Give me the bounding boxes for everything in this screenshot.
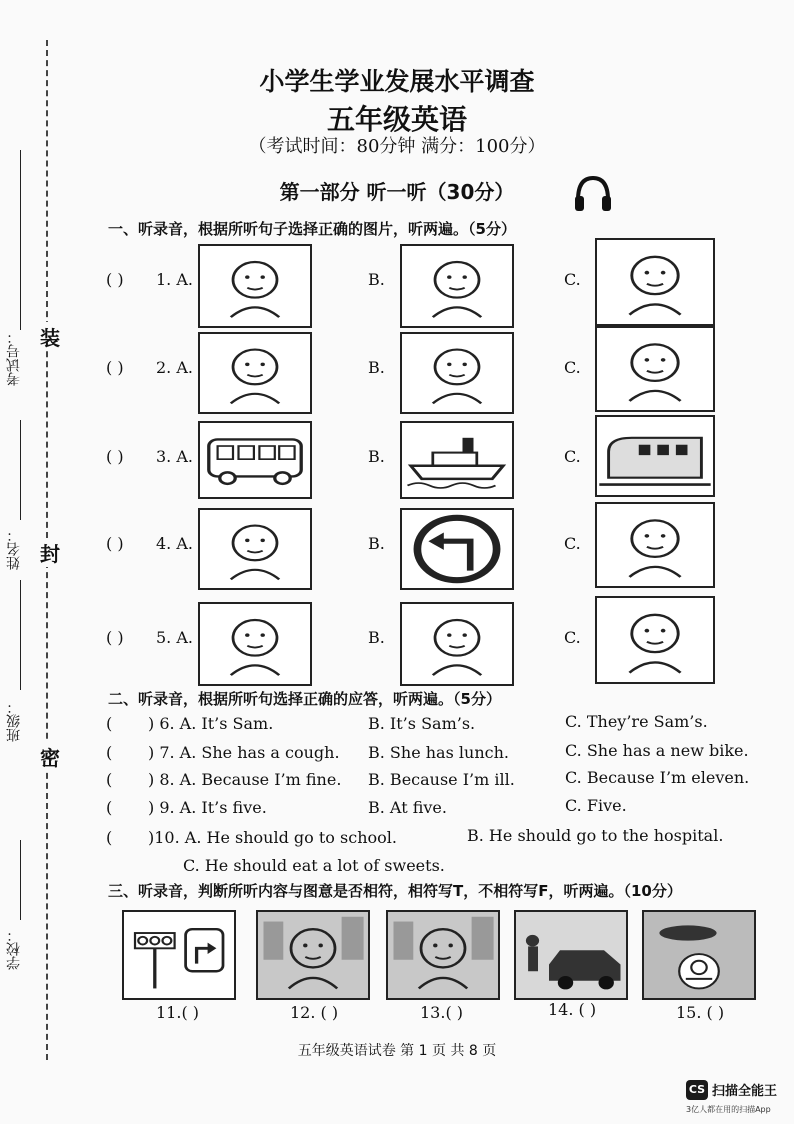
q2-picture-b <box>400 332 514 414</box>
q1-option-c-label: C. <box>564 270 581 289</box>
school-line <box>20 840 21 920</box>
exam-info: （考试时间：80分钟 满分：100分） <box>248 136 546 157</box>
q1-picture-b <box>400 244 514 328</box>
headphones-icon <box>572 174 614 214</box>
q3-option-c-label: C. <box>564 447 581 466</box>
part1-title: 第一部分 听一听（30分） <box>279 180 515 204</box>
q2-option-c-label: C. <box>564 358 581 377</box>
q8-option-b: B. Because I’m ill. <box>368 770 515 789</box>
q1-answer-paren[interactable]: ( ) <box>106 270 124 289</box>
q2-option-b-label: B. <box>368 358 385 377</box>
q3-option-a-label: 3. A. <box>156 447 193 466</box>
q4-picture-b <box>400 508 514 590</box>
q15-answer-paren[interactable]: 15. ( ) <box>676 1003 725 1022</box>
section1-heading: 一、听录音，根据所听句子选择正确的图片，听两遍。（5分） <box>108 220 516 238</box>
q4-picture-a <box>198 508 312 590</box>
school-label: 学校： <box>6 928 22 970</box>
q3-picture-b <box>400 421 514 499</box>
q2-picture-c <box>595 326 715 412</box>
q4-picture-c <box>595 502 715 588</box>
q10-paren: ( <box>106 828 113 847</box>
q7-option-b: B. She has lunch. <box>368 743 509 762</box>
q10-option-c: C. He should eat a lot of sweets. <box>183 856 445 875</box>
q12-answer-paren[interactable]: 12. ( ) <box>290 1003 339 1022</box>
q13-answer-paren[interactable]: 13.( ) <box>420 1003 464 1022</box>
q3-picture-c <box>595 415 715 497</box>
q3-picture-a <box>198 421 312 499</box>
q5-option-b-label: B. <box>368 628 385 647</box>
q1-option-a-label: 1. A. <box>156 270 193 289</box>
name-line <box>20 420 21 520</box>
q8-paren[interactable]: ( <box>106 770 113 789</box>
survey-title: 小学生学业发展水平调查 <box>259 67 535 96</box>
q1-option-b-label: B. <box>368 270 385 289</box>
q8-option-c: C. Because I’m eleven. <box>565 768 750 787</box>
q4-answer-paren[interactable]: ( ) <box>106 534 124 553</box>
q9-paren[interactable]: ( <box>106 798 113 817</box>
scanner-name: 扫描全能王 <box>712 1084 778 1099</box>
q5-answer-paren[interactable]: ( ) <box>106 628 124 647</box>
scanner-logo-icon: CS <box>686 1080 708 1100</box>
page-footer: 五年级英语试卷 第 1 页 共 8 页 <box>297 1043 497 1059</box>
q4-option-b-label: B. <box>368 534 385 553</box>
seal-char-3: 密 <box>40 742 60 771</box>
q5-picture-c <box>595 596 715 684</box>
seal-char-2: 封 <box>40 538 60 567</box>
q9-option-b: B. At five. <box>368 798 447 817</box>
q2-option-a-label: 2. A. <box>156 358 193 377</box>
q7-option-a: ) 7. A. She has a cough. <box>148 743 340 762</box>
q13-picture <box>386 910 500 1000</box>
section2-heading: 二、听录音，根据所听句选择正确的应答，听两遍。（5分） <box>108 690 501 708</box>
q1-picture-c <box>595 238 715 326</box>
q4-option-a-label: 4. A. <box>156 534 193 553</box>
q8-option-a: ) 8. A. Because I’m fine. <box>148 770 342 789</box>
q14-answer-paren[interactable]: 14. ( ) <box>548 1000 597 1019</box>
exam-title: 五年级英语 <box>326 103 467 136</box>
q14-picture <box>514 910 628 1000</box>
q9-option-c: C. Five. <box>565 796 627 815</box>
q3-option-b-label: B. <box>368 447 385 466</box>
q2-picture-a <box>198 332 312 414</box>
q10-option-b: B. He should go to the hospital. <box>467 826 724 845</box>
q9-option-a: ) 9. A. It’s five. <box>148 798 267 817</box>
q5-picture-a <box>198 602 312 686</box>
q5-picture-b <box>400 602 514 686</box>
seal-char-1: 装 <box>40 322 60 351</box>
section3-heading: 三、听录音，判断所听内容与图意是否相符，相符写T，不相符写F，听两遍。（10分） <box>108 882 682 900</box>
class-label: 班级： <box>6 700 22 742</box>
name-label: 姓名： <box>6 528 22 570</box>
q12-picture <box>256 910 370 1000</box>
q6-option-b: B. It’s Sam’s. <box>368 714 476 733</box>
q4-option-c-label: C. <box>564 534 581 553</box>
q11-picture <box>122 910 236 1000</box>
q11-answer-paren[interactable]: 11.( ) <box>156 1003 200 1022</box>
q2-answer-paren[interactable]: ( ) <box>106 358 124 377</box>
q7-option-c: C. She has a new bike. <box>565 741 749 760</box>
q5-option-c-label: C. <box>564 628 581 647</box>
q7-paren[interactable]: ( <box>106 743 113 762</box>
q15-picture <box>642 910 756 1000</box>
q3-answer-paren[interactable]: ( ) <box>106 447 124 466</box>
scanner-tagline: 3亿人都在用的扫描App <box>686 1105 771 1114</box>
q1-picture-a <box>198 244 312 328</box>
q5-option-a-label: 5. A. <box>156 628 193 647</box>
q6-paren[interactable]: ( <box>106 714 113 733</box>
class-line <box>20 580 21 690</box>
q6-option-c: C. They’re Sam’s. <box>565 712 708 731</box>
exam-no-label: 考试号： <box>6 330 22 386</box>
q10-option-a: )10. A. He should go to school. <box>148 828 397 847</box>
q6-option-a: ) 6. A. It’s Sam. <box>148 714 274 733</box>
